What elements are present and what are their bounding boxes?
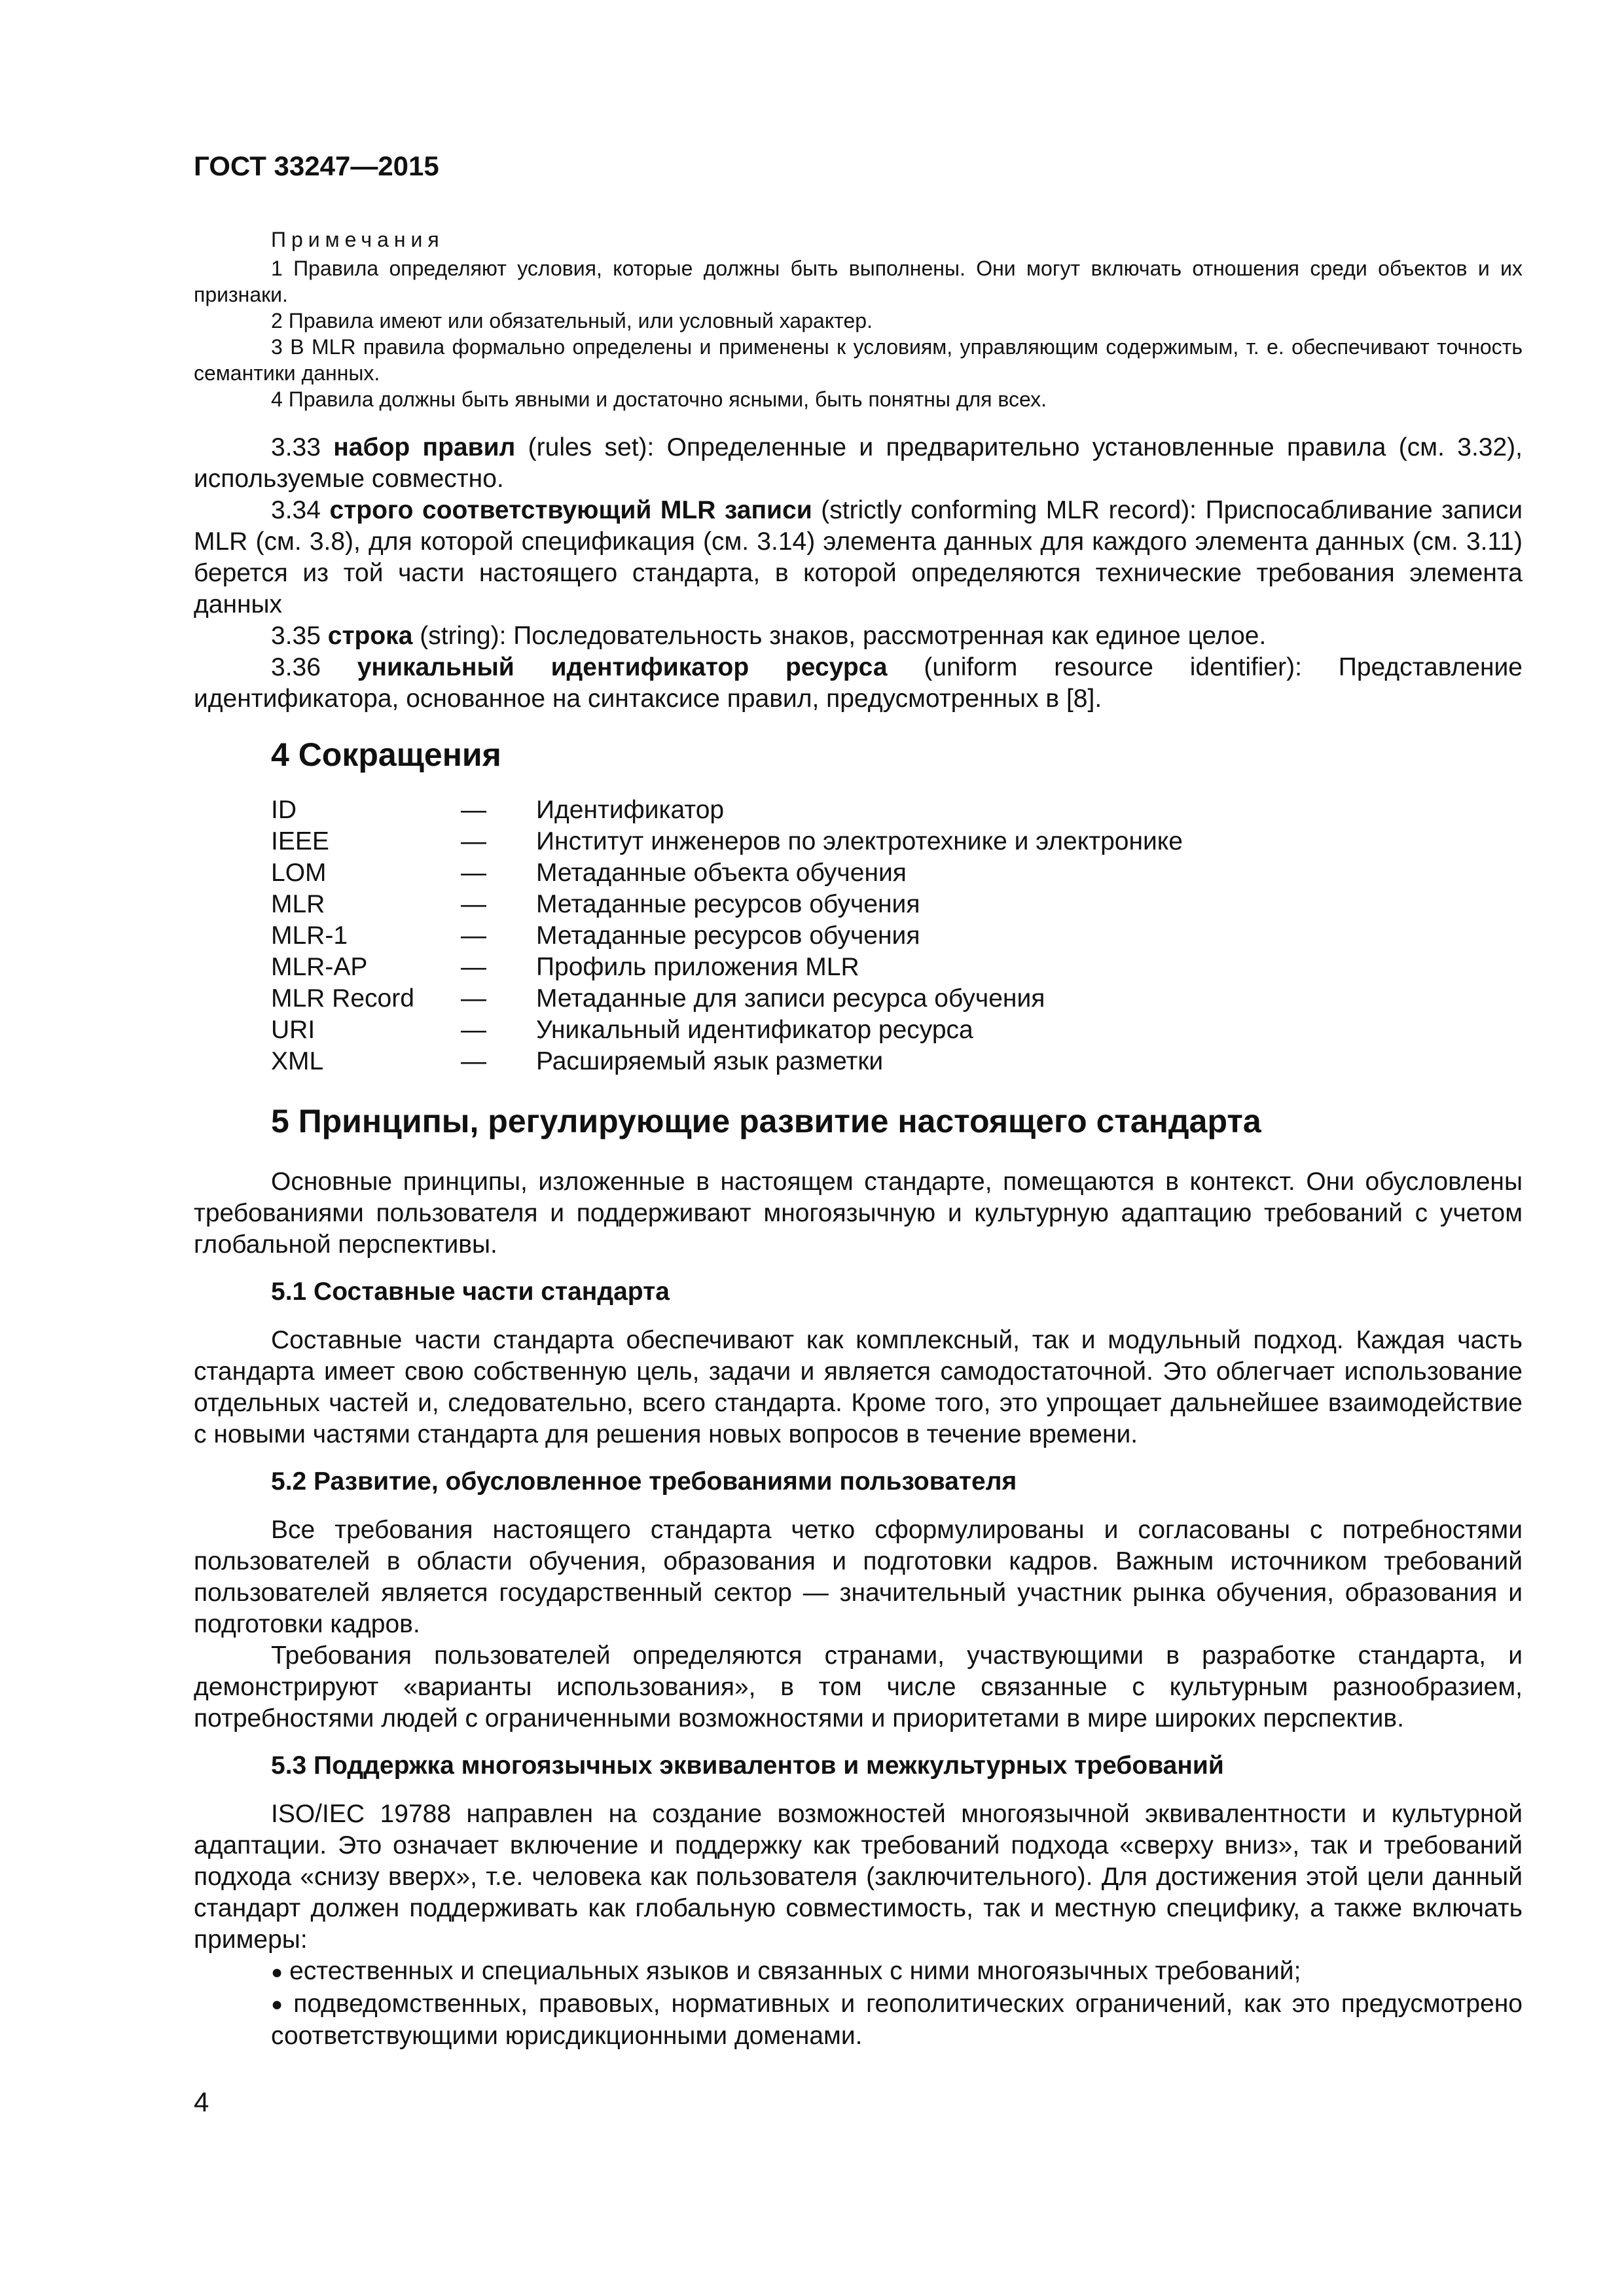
notes-title: Примечания (271, 228, 444, 251)
bullet-item (194, 1956, 1523, 1988)
term-name: строка (327, 622, 413, 650)
term-definition: (rules set): Определенные и предварительно установленные правила (см. 3.32), используемые совместно. (194, 433, 1523, 493)
term-name: набор правил (333, 433, 516, 461)
subsection-5-1-title: 5.1 Составные части стандарта (271, 1278, 670, 1306)
abbreviation-description: Институт инженеров по электротехнике и электронике (536, 827, 1183, 855)
subsection-5-1-text: Составные части стандарта обеспечивают как комплексный, так и модульный подход. Каждая часть стандарта имеет свою собственную цель, задачи и является самодостаточной. Это облегчает использование отдельных частей и, следовательно, всего стандарта. Кроме того, это упрощает дальнейшее взаимодействие с новыми частями стандарта для решения новых вопросов в течение времени. (194, 1326, 1523, 1448)
notes-block (194, 226, 1523, 412)
term-3-33 (194, 432, 1523, 495)
bullet-text: подведомственных, правовых, нормативных и геополитических ограничений, как это предусмотрено соответствующими юрисдикционными доменами. (271, 1989, 1523, 2051)
bullet-item (194, 1988, 1523, 2053)
term-definition: (strictly conforming MLR record): Приспосабливание записи MLR (см. 3.8), для которой спецификация (см. 3.14) элемента данных для каждого элемента данных (см. 3.11) берется из той части настоящего стандарта, в которой определяются технические требования элемента данных (194, 496, 1523, 619)
abbreviation-dash: — (461, 859, 486, 887)
abbreviation-row (271, 1046, 1183, 1077)
abbreviation-description: Расширяемый язык разметки (536, 1047, 884, 1075)
bullet-icon: ● (271, 1994, 287, 2016)
abbreviation-code: XML (271, 1047, 324, 1075)
abbreviation-code: MLR Record (271, 984, 414, 1013)
note-item: 2 Правила имеют или обязательный, или условный характер. (271, 309, 873, 332)
section-5-title: 5 Принципы, регулирующие развитие настоящего стандарта (271, 1103, 1261, 1139)
abbreviation-description: Уникальный идентификатор ресурса (536, 1016, 973, 1044)
abbreviation-code: MLR-1 (271, 922, 348, 950)
abbreviation-code: IEEE (271, 827, 329, 855)
subsection-5-3-text: ISO/IEC 19788 направлен на создание возможностей многоязычной эквивалентности и культурной адаптации. Это означает включение и поддержку как требований подхода «сверху вниз», так и требований подхода «снизу вверх», т.е. человека как пользователя (заключительного). Для достижения этой цели данный стандарт должен поддерживать как глобальную совместимость, так и местную специфику, а также включать примеры: (194, 1800, 1523, 1954)
abbreviation-row (271, 857, 1183, 889)
abbreviation-dash: — (461, 796, 486, 824)
abbreviation-dash: — (461, 1047, 486, 1075)
abbreviation-dash: — (461, 1016, 486, 1044)
term-number: 3.36 (271, 653, 321, 681)
bullet-icon: ● (271, 1961, 283, 1983)
abbreviation-code: URI (271, 1016, 316, 1044)
abbreviation-row (271, 889, 1183, 920)
bullet-text: естественных и специальных языков и связанных с ними многоязычных требований; (289, 1957, 1301, 1985)
abbreviation-row (271, 983, 1183, 1014)
abbreviation-code: LOM (271, 859, 327, 887)
subsection-5-2-paragraph: Все требования настоящего стандарта четко сформулированы и согласованы с потребностями пользователей в области обучения, образования и подготовки кадров. Важным источником требований пользователей является государственный сектор — значительный участник рынка обучения, образования и подготовки кадров. (194, 1516, 1523, 1638)
abbreviation-description: Метаданные ресурсов обучения (536, 890, 920, 918)
note-item: 3 В MLR правила формально определены и применены к условиям, управляющим содержимым, т. е. обеспечивают точность семантики данных. (194, 335, 1523, 385)
document-header: ГОСТ 33247—2015 (194, 151, 439, 181)
note-item: 1 Правила определяют условия, которые должны быть выполнены. Они могут включать отношения среди объектов и их признаки. (194, 257, 1523, 306)
section-4-title: 4 Сокращения (271, 736, 501, 773)
abbreviation-row (271, 952, 1183, 983)
abbreviation-code: MLR (271, 890, 325, 918)
abbreviation-row (271, 920, 1183, 952)
abbreviation-code: ID (271, 796, 297, 824)
subsection-5-3-title: 5.3 Поддержка многоязычных эквивалентов и межкультурных требований (271, 1751, 1224, 1780)
abbreviation-code: MLR-AP (271, 953, 368, 981)
term-definition: (string): Последовательность знаков, рассмотренная как единое целое. (412, 622, 1267, 650)
abbreviation-description: Профиль приложения MLR (536, 953, 859, 981)
abbreviation-dash: — (461, 984, 486, 1013)
document-page (194, 148, 1523, 2052)
subsection-5-2-title: 5.2 Развитие, обусловленное требованиями пользователя (271, 1467, 1017, 1496)
term-3-34 (194, 495, 1523, 620)
abbreviation-description: Метаданные объекта обучения (536, 859, 907, 887)
subsection-5-2-paragraph: Требования пользователей определяются странами, участвующими в разработке стандарта, и демонстрируют «варианты использования», в том числе связанные с культурным разнообразием, потребностями людей с ограниченными возможностями и приоритетами в мире широких перспектив. (194, 1641, 1523, 1732)
page-number: 4 (194, 2087, 209, 2117)
abbreviation-row (271, 1014, 1183, 1046)
abbreviation-row (271, 795, 1183, 826)
section-5-intro: Основные принципы, изложенные в настоящем стандарте, помещаются в контекст. Они обусловлены требованиями пользователя и поддерживают многоязычную и культурную адаптацию требований с учетом глобальной перспективы. (194, 1168, 1523, 1259)
abbreviation-dash: — (461, 827, 486, 855)
term-number: 3.34 (271, 496, 321, 524)
term-name: уникальный идентификатор ресурса (357, 653, 888, 681)
abbreviations-table (271, 795, 1183, 1077)
term-number: 3.35 (271, 622, 321, 650)
term-name: строго соответствующий MLR записи (329, 496, 812, 524)
note-item: 4 Правила должны быть явными и достаточно ясными, быть понятны для всех. (271, 387, 1047, 411)
term-number: 3.33 (271, 433, 321, 461)
abbreviation-dash: — (461, 953, 486, 981)
abbreviation-dash: — (461, 890, 486, 918)
term-3-36 (194, 652, 1523, 715)
abbreviation-description: Метаданные для записи ресурса обучения (536, 984, 1045, 1013)
abbreviation-description: Метаданные ресурсов обучения (536, 922, 920, 950)
abbreviation-description: Идентификатор (536, 796, 725, 824)
term-definition: (uniform resource identifier): Представление идентификатора, основанное на синтаксисе правил, предусмотренных в [8]. (194, 653, 1523, 713)
abbreviation-dash: — (461, 922, 486, 950)
term-3-35 (194, 620, 1523, 652)
abbreviation-row (271, 826, 1183, 857)
